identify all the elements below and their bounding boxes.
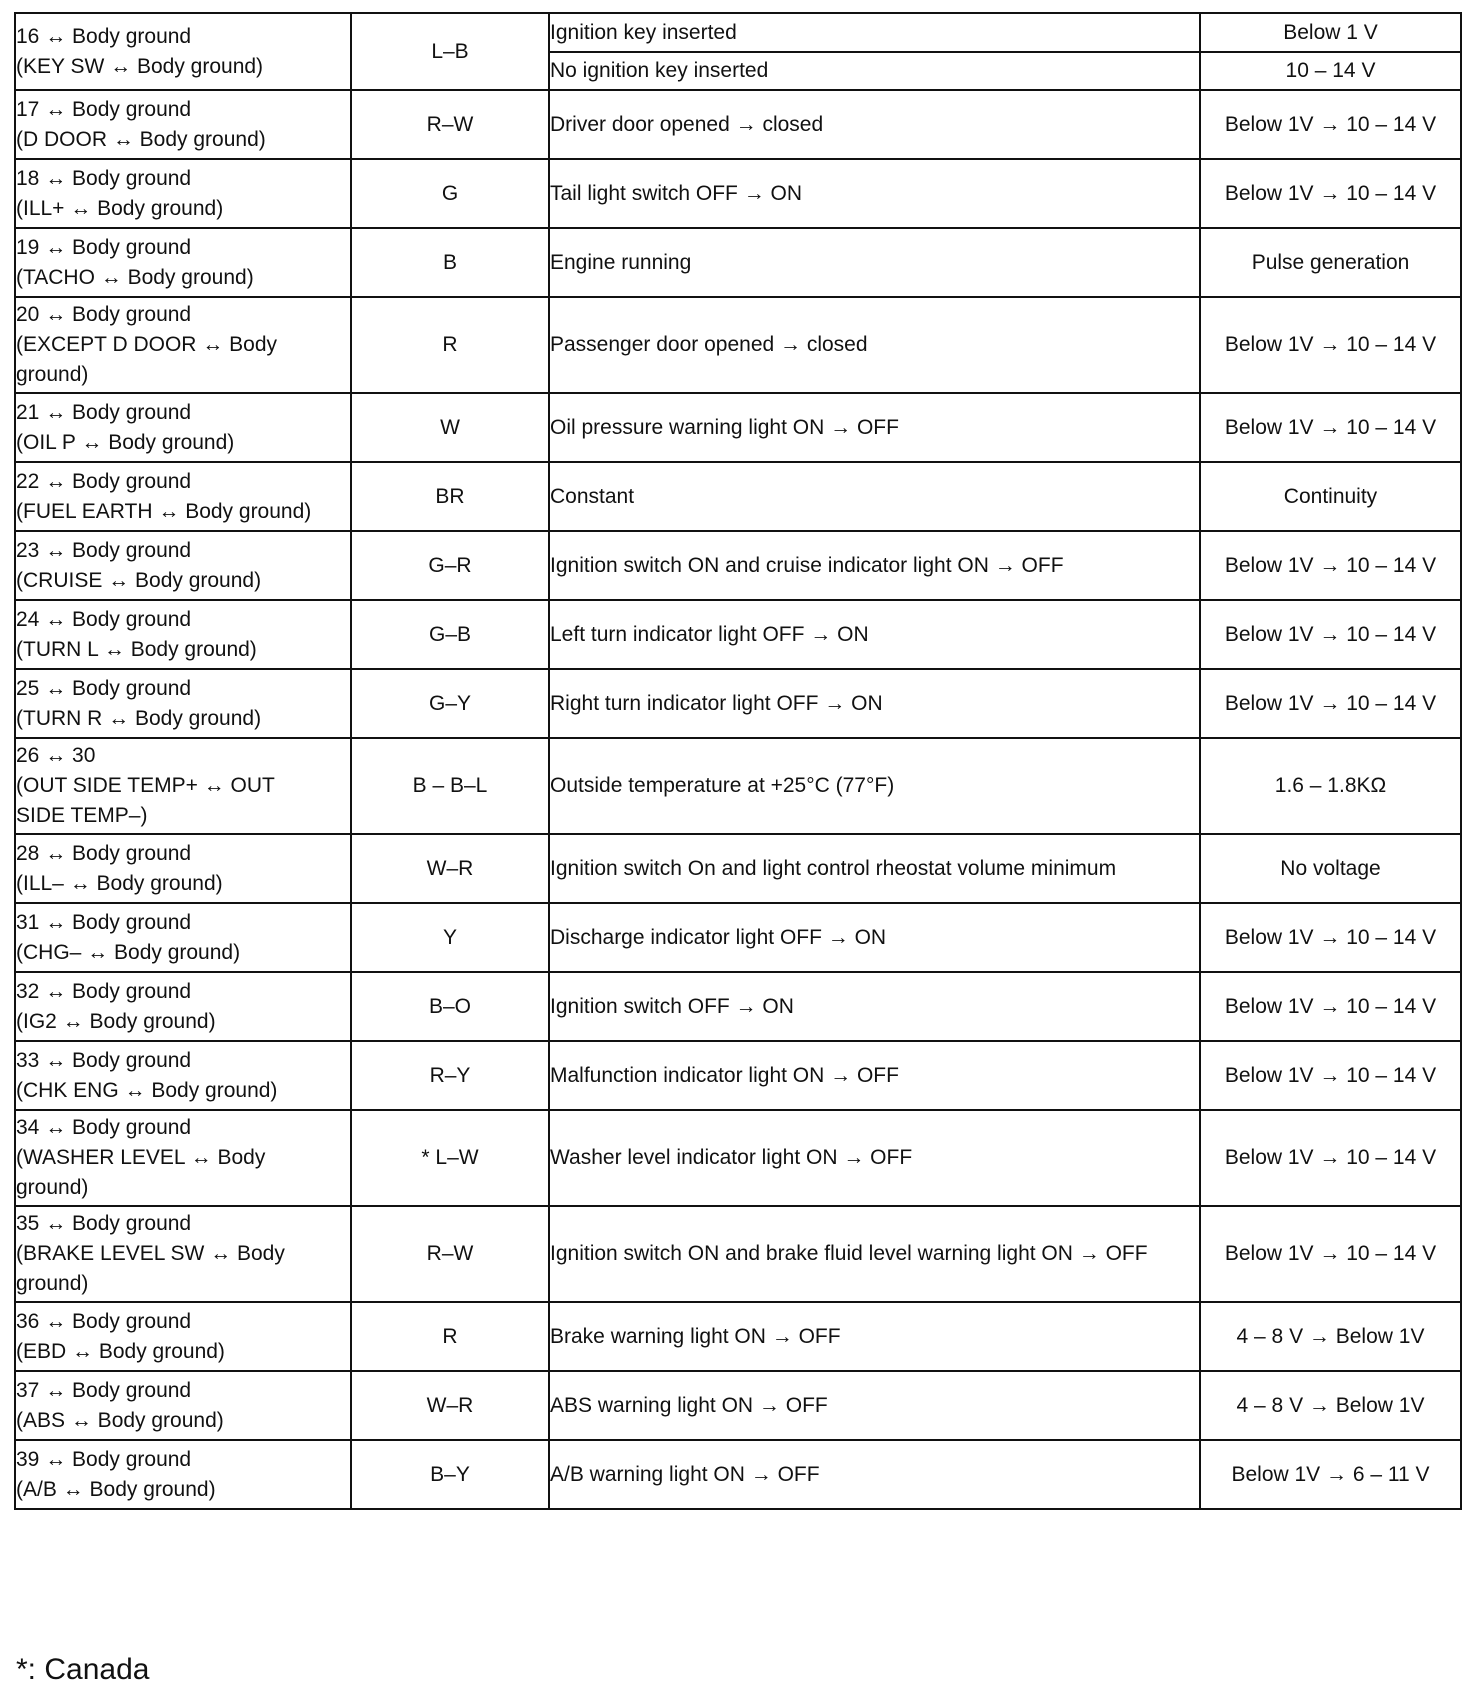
terminal-label: (TACHO ↔ Body ground) (16, 265, 254, 289)
terminal-label: ground) (16, 1272, 89, 1295)
terminal-label: (OUT SIDE TEMP+ ↔ OUT (16, 774, 275, 797)
specified-condition-cell: Below 1V → 10 – 14 V (1200, 531, 1461, 600)
terminal-label: 31 ↔ Body ground (16, 910, 192, 934)
terminal-label: (FUEL EARTH ↔ Body ground) (16, 499, 312, 523)
terminal-cell (15, 1206, 351, 1302)
wiring-color-cell: W–R (351, 834, 549, 903)
condition-cell: Ignition switch On and light control rheostat volume minimum (549, 834, 1200, 903)
terminal-cell (15, 903, 351, 972)
specified-condition-cell: Below 1V → 10 – 14 V (1200, 669, 1461, 738)
table-row (15, 531, 1461, 600)
terminal-spec-table (14, 12, 1462, 1510)
terminal-label: (CHG– ↔ Body ground) (16, 940, 241, 964)
terminal-cell (15, 972, 351, 1041)
terminal-label: 36 ↔ Body ground (16, 1309, 192, 1333)
terminal-label: ground) (16, 1176, 89, 1199)
terminal-label: 32 ↔ Body ground (16, 979, 192, 1003)
condition-cell: Right turn indicator light OFF → ON (549, 669, 1200, 738)
terminal-label: (A/B ↔ Body ground) (16, 1477, 216, 1501)
terminal-label: 24 ↔ Body ground (16, 607, 192, 631)
terminal-cell (15, 159, 351, 228)
wiring-color-cell: * L–W (351, 1110, 549, 1206)
terminal-label: (EBD ↔ Body ground) (16, 1339, 225, 1363)
wiring-color-cell: W–R (351, 1371, 549, 1440)
condition-cell: ABS warning light ON → OFF (549, 1371, 1200, 1440)
wiring-color-cell: R (351, 297, 549, 393)
specified-condition-cell: Below 1V → 10 – 14 V (1200, 1206, 1461, 1302)
wiring-color-cell: B (351, 228, 549, 297)
terminal-cell (15, 297, 351, 393)
condition-cell: Outside temperature at +25°C (77°F) (549, 738, 1200, 834)
specified-condition-cell: Below 1V → 10 – 14 V (1200, 1041, 1461, 1110)
terminal-label: 37 ↔ Body ground (16, 1378, 192, 1402)
wiring-color-cell: G (351, 159, 549, 228)
wiring-color-cell: R–W (351, 1206, 549, 1302)
terminal-label: 39 ↔ Body ground (16, 1447, 192, 1471)
table-row (15, 669, 1461, 738)
terminal-label: (WASHER LEVEL ↔ Body (16, 1146, 266, 1169)
wiring-color-cell: R–Y (351, 1041, 549, 1110)
condition-cell: A/B warning light ON → OFF (549, 1440, 1200, 1509)
condition-cell: Constant (549, 462, 1200, 531)
table-row (15, 1302, 1461, 1371)
specified-condition-cell: 4 – 8 V → Below 1V (1200, 1371, 1461, 1440)
terminal-cell (15, 1302, 351, 1371)
specified-condition-cell: 1.6 – 1.8KΩ (1200, 738, 1461, 834)
terminal-label: (OIL P ↔ Body ground) (16, 430, 235, 454)
terminal-label: 35 ↔ Body ground (16, 1212, 192, 1235)
condition-cell: Oil pressure warning light ON → OFF (549, 393, 1200, 462)
condition-cell: Tail light switch OFF → ON (549, 159, 1200, 228)
wiring-color-cell: B – B–L (351, 738, 549, 834)
wiring-color-cell: G–R (351, 531, 549, 600)
terminal-label: 23 ↔ Body ground (16, 538, 192, 562)
terminal-label: (EXCEPT D DOOR ↔ Body (16, 333, 278, 356)
specified-condition-cell: Below 1V → 6 – 11 V (1200, 1440, 1461, 1509)
terminal-cell (15, 1110, 351, 1206)
table-row (15, 738, 1461, 834)
wiring-color-cell: R (351, 1302, 549, 1371)
terminal-cell (15, 531, 351, 600)
condition-cell: Engine running (549, 228, 1200, 297)
wiring-color-cell: G–Y (351, 669, 549, 738)
condition-cell: Malfunction indicator light ON → OFF (549, 1041, 1200, 1110)
table-row (15, 1371, 1461, 1440)
terminal-label: (CRUISE ↔ Body ground) (16, 568, 262, 592)
condition-cell: Ignition key inserted (549, 13, 1200, 52)
specified-condition-cell: Below 1V → 10 – 14 V (1200, 159, 1461, 228)
table-row (15, 1206, 1461, 1302)
table-row (15, 228, 1461, 297)
specified-condition-cell: Below 1V → 10 – 14 V (1200, 903, 1461, 972)
wiring-color-cell: R–W (351, 90, 549, 159)
terminal-label: 22 ↔ Body ground (16, 469, 192, 493)
condition-cell: Brake warning light ON → OFF (549, 1302, 1200, 1371)
table-row (15, 1110, 1461, 1206)
table-row (15, 600, 1461, 669)
table-row (15, 13, 1461, 52)
terminal-cell (15, 393, 351, 462)
terminal-label: 21 ↔ Body ground (16, 400, 192, 424)
condition-cell: Ignition switch OFF → ON (549, 972, 1200, 1041)
wiring-color-cell: B–O (351, 972, 549, 1041)
specified-condition-cell: No voltage (1200, 834, 1461, 903)
table-row (15, 1041, 1461, 1110)
terminal-cell (15, 1440, 351, 1509)
specified-condition-cell: 4 – 8 V → Below 1V (1200, 1302, 1461, 1371)
specified-condition-cell: Below 1V → 10 – 14 V (1200, 90, 1461, 159)
terminal-label: 18 ↔ Body ground (16, 166, 192, 190)
terminal-label: 28 ↔ Body ground (16, 841, 192, 865)
specified-condition-cell: Below 1V → 10 – 14 V (1200, 972, 1461, 1041)
specified-condition-cell: Below 1V → 10 – 14 V (1200, 600, 1461, 669)
terminal-label: (ABS ↔ Body ground) (16, 1408, 224, 1432)
wiring-color-cell: W (351, 393, 549, 462)
footnote: *: Canada (16, 1653, 150, 1686)
terminal-label: (IG2 ↔ Body ground) (16, 1009, 216, 1033)
terminal-label: SIDE TEMP–) (16, 804, 148, 827)
terminal-cell (15, 462, 351, 531)
terminal-label: (BRAKE LEVEL SW ↔ Body (16, 1242, 285, 1265)
condition-cell: Discharge indicator light OFF → ON (549, 903, 1200, 972)
terminal-cell (15, 1371, 351, 1440)
condition-cell: Driver door opened → closed (549, 90, 1200, 159)
table-row (15, 297, 1461, 393)
condition-cell: Passenger door opened → closed (549, 297, 1200, 393)
wiring-color-cell: B–Y (351, 1440, 549, 1509)
terminal-label: 34 ↔ Body ground (16, 1116, 192, 1139)
table-row (15, 1440, 1461, 1509)
terminal-label: 19 ↔ Body ground (16, 235, 192, 259)
specified-condition-cell: 10 – 14 V (1200, 52, 1461, 90)
terminal-label: 20 ↔ Body ground (16, 303, 192, 326)
specified-condition-cell: Below 1V → 10 – 14 V (1200, 297, 1461, 393)
terminal-cell (15, 1041, 351, 1110)
terminal-label: 17 ↔ Body ground (16, 97, 192, 121)
table-row (15, 972, 1461, 1041)
terminal-label: (KEY SW ↔ Body ground) (16, 54, 264, 78)
terminal-label: (ILL– ↔ Body ground) (16, 871, 223, 895)
terminal-label: (D DOOR ↔ Body ground) (16, 127, 266, 151)
terminal-label: (TURN R ↔ Body ground) (16, 706, 262, 730)
table-row (15, 159, 1461, 228)
condition-cell: No ignition key inserted (549, 52, 1200, 90)
table-body (15, 13, 1461, 1509)
specified-condition-cell: Below 1V → 10 – 14 V (1200, 1110, 1461, 1206)
specified-condition-cell: Below 1V → 10 – 14 V (1200, 393, 1461, 462)
terminal-label: (CHK ENG ↔ Body ground) (16, 1078, 278, 1102)
table-row (15, 462, 1461, 531)
terminal-cell (15, 738, 351, 834)
table-row (15, 903, 1461, 972)
wiring-color-cell: L–B (351, 13, 549, 90)
table-row (15, 393, 1461, 462)
condition-cell: Ignition switch ON and cruise indicator light ON → OFF (549, 531, 1200, 600)
wiring-color-cell: Y (351, 903, 549, 972)
wiring-color-cell: BR (351, 462, 549, 531)
specified-condition-cell: Continuity (1200, 462, 1461, 531)
terminal-cell (15, 834, 351, 903)
specified-condition-cell: Below 1 V (1200, 13, 1461, 52)
terminal-label: 25 ↔ Body ground (16, 676, 192, 700)
terminal-cell (15, 669, 351, 738)
terminal-label: (TURN L ↔ Body ground) (16, 637, 257, 661)
terminal-cell (15, 90, 351, 159)
condition-cell: Washer level indicator light ON → OFF (549, 1110, 1200, 1206)
terminal-label: 26 ↔ 30 (16, 744, 96, 767)
table-row (15, 90, 1461, 159)
condition-cell: Left turn indicator light OFF → ON (549, 600, 1200, 669)
specified-condition-cell: Pulse generation (1200, 228, 1461, 297)
terminal-cell (15, 600, 351, 669)
terminal-label: 16 ↔ Body ground (16, 24, 192, 48)
terminal-label: (ILL+ ↔ Body ground) (16, 196, 224, 220)
table-row (15, 834, 1461, 903)
terminal-label: ground) (16, 363, 89, 386)
condition-cell: Ignition switch ON and brake fluid level warning light ON → OFF (549, 1206, 1200, 1302)
wiring-color-cell: G–B (351, 600, 549, 669)
terminal-label: 33 ↔ Body ground (16, 1048, 192, 1072)
terminal-cell (15, 228, 351, 297)
terminal-cell (15, 13, 351, 90)
